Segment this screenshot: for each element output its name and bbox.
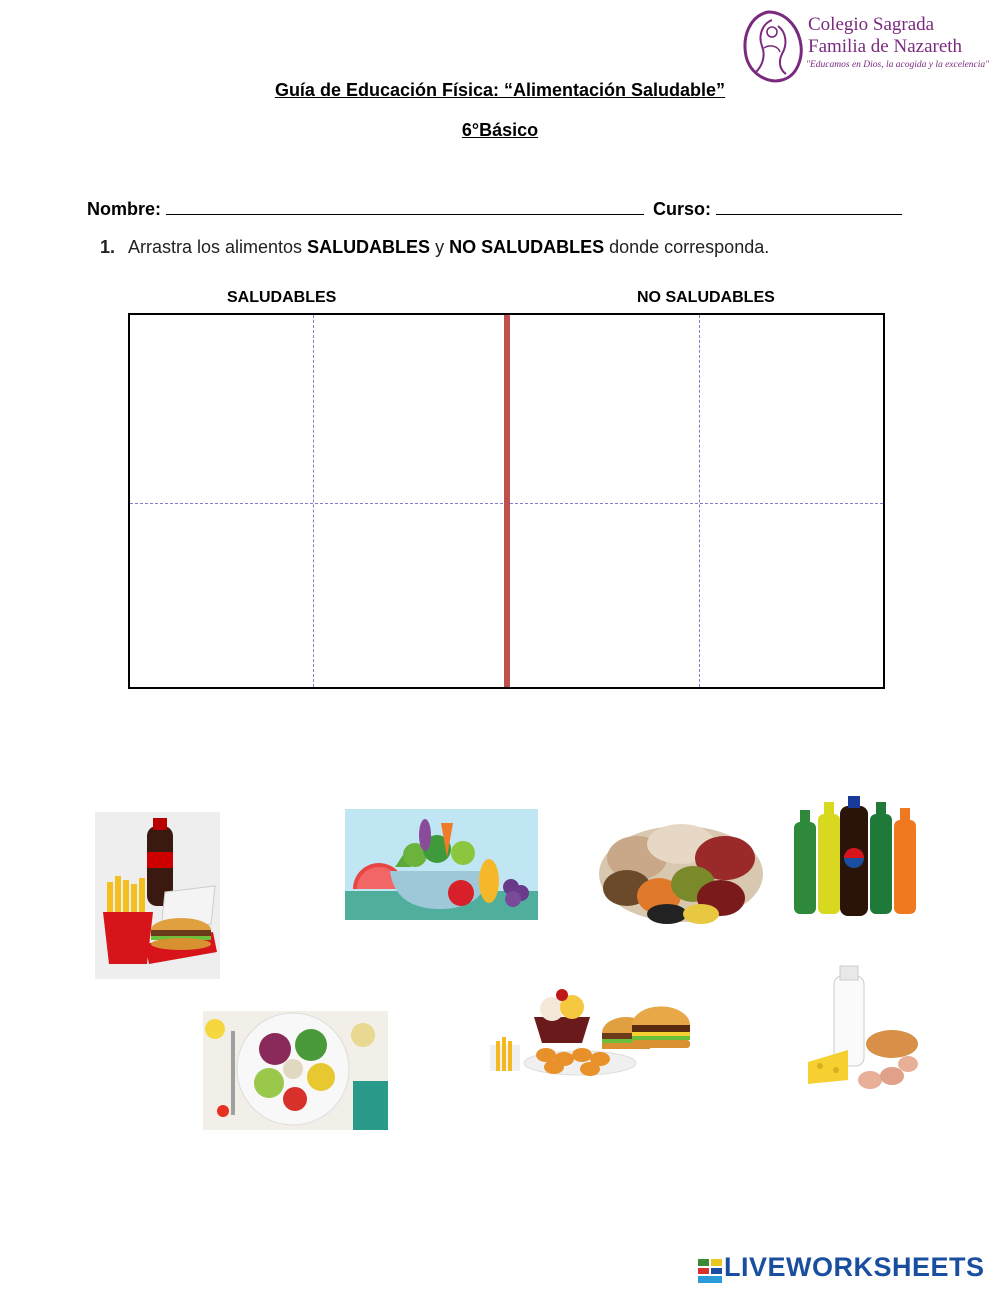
dashed-divider	[699, 315, 700, 687]
unhealthy-column-heading: NO SALUDABLES	[637, 289, 775, 306]
student-info-row	[87, 198, 902, 220]
liveworksheets-icon	[698, 1259, 722, 1283]
logo-name-line1: Colegio Sagrada	[808, 14, 935, 35]
course-label: Curso:	[653, 199, 712, 219]
unhealthy-drop-zone[interactable]	[699, 315, 883, 503]
healthy-drop-zone[interactable]	[313, 503, 504, 687]
name-label: Nombre:	[87, 199, 162, 219]
soft-drinks-image[interactable]	[790, 796, 918, 920]
logo-name-line2: Familia de Nazareth	[808, 36, 963, 57]
junk-food-platter-image[interactable]	[490, 985, 695, 1085]
instruction-number: 1.	[100, 237, 116, 257]
grade-level: 6°Básico	[461, 120, 539, 140]
worksheet-title: Guía de Educación Física: “Alimentación Saludable”	[274, 80, 726, 100]
vegetable-bowl-image[interactable]	[345, 809, 538, 920]
healthy-column-heading: SALUDABLES	[227, 289, 337, 306]
name-field[interactable]	[166, 198, 644, 215]
instruction: 1. Arrastra los alimentos SALUDABLES y NO SALUDABLES donde corresponda.	[100, 237, 770, 257]
legumes-image[interactable]	[597, 818, 765, 926]
healthy-drop-zone[interactable]	[130, 503, 313, 687]
school-logo	[738, 6, 993, 86]
salad-plate-image[interactable]	[203, 1011, 388, 1130]
dashed-divider	[313, 315, 314, 687]
dairy-and-eggs-image[interactable]	[798, 962, 926, 1100]
unhealthy-drop-zone[interactable]	[699, 503, 883, 687]
sorting-grid	[128, 313, 885, 689]
center-divider	[504, 315, 510, 687]
holy-family-emblem-icon	[738, 6, 806, 86]
healthy-drop-zone[interactable]	[130, 315, 313, 503]
logo-motto: "Educamos en Dios, la acogida y la excelencia"	[806, 60, 990, 70]
course-field[interactable]	[716, 198, 902, 215]
footer-brand-text: LIVEWORKSHEETS	[724, 1252, 985, 1282]
unhealthy-drop-zone[interactable]	[510, 315, 699, 503]
fast-food-combo-image[interactable]	[95, 812, 220, 979]
unhealthy-drop-zone[interactable]	[510, 503, 699, 687]
healthy-drop-zone[interactable]	[313, 315, 504, 503]
